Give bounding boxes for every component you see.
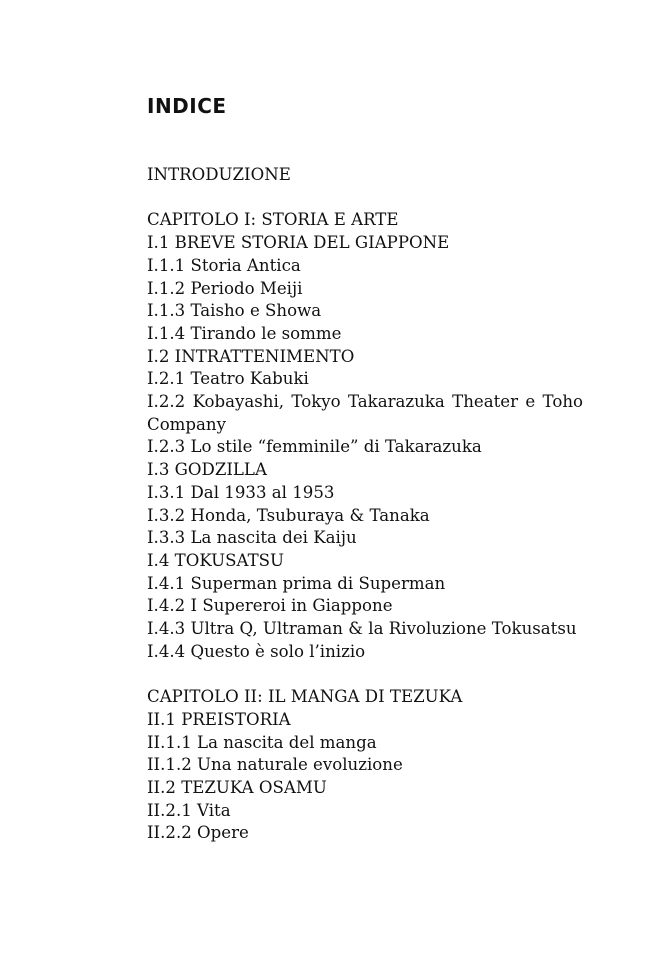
toc-entry: II.2.1 Vita <box>147 800 231 820</box>
toc-entry: I.1.3 Taisho e Showa <box>147 301 322 321</box>
toc-entry: I.2.2 Kobayashi, Tokyo Takarazuka Theater e Toho Company <box>147 392 583 434</box>
toc-entry: I.2 INTRATTENIMENTO <box>147 346 355 366</box>
toc-entry: I.4.1 Superman prima di Superman <box>147 573 446 593</box>
toc-entry: II.2 TEZUKA OSAMU <box>147 777 327 797</box>
toc-entry-chapter-2: CAPITOLO II: IL MANGA DI TEZUKA <box>147 687 463 707</box>
toc-entry-chapter-1: CAPITOLO I: STORIA E ARTE <box>147 210 399 230</box>
toc-entry: I.1.4 Tirando le somme <box>147 323 342 343</box>
toc-entry: I.4.4 Questo è solo l’inizio <box>147 641 366 661</box>
toc-entry: I.3.3 La nascita dei Kaiju <box>147 528 357 548</box>
toc-entry: I.4.2 I Supereroi in Giappone <box>147 596 393 616</box>
toc-entry: I.1 BREVE STORIA DEL GIAPPONE <box>147 233 450 253</box>
table-of-contents <box>147 164 583 845</box>
index-heading: INDICE <box>147 94 227 118</box>
toc-entry: I.4.3 Ultra Q, Ultraman & la Rivoluzione Tokusatsu <box>147 619 577 639</box>
toc-entry: II.1 PREISTORIA <box>147 709 291 729</box>
toc-entry: II.2.2 Opere <box>147 823 249 843</box>
toc-entry: I.2.1 Teatro Kabuki <box>147 369 309 389</box>
toc-entry: II.1.2 Una naturale evoluzione <box>147 755 403 775</box>
toc-entry: I.3.1 Dal 1933 al 1953 <box>147 482 335 502</box>
toc-entry: I.2.3 Lo stile “femminile” di Takarazuka <box>147 437 482 457</box>
toc-entry: I.1.1 Storia Antica <box>147 255 301 275</box>
toc-entry: I.3.2 Honda, Tsuburaya & Tanaka <box>147 505 430 525</box>
toc-entry: II.1.1 La nascita del manga <box>147 732 377 752</box>
toc-entry: I.4 TOKUSATSU <box>147 550 284 570</box>
toc-entry: I.3 GODZILLA <box>147 460 267 480</box>
toc-entry-introduction: INTRODUZIONE <box>147 165 291 184</box>
toc-entry: I.1.2 Periodo Meiji <box>147 278 303 298</box>
